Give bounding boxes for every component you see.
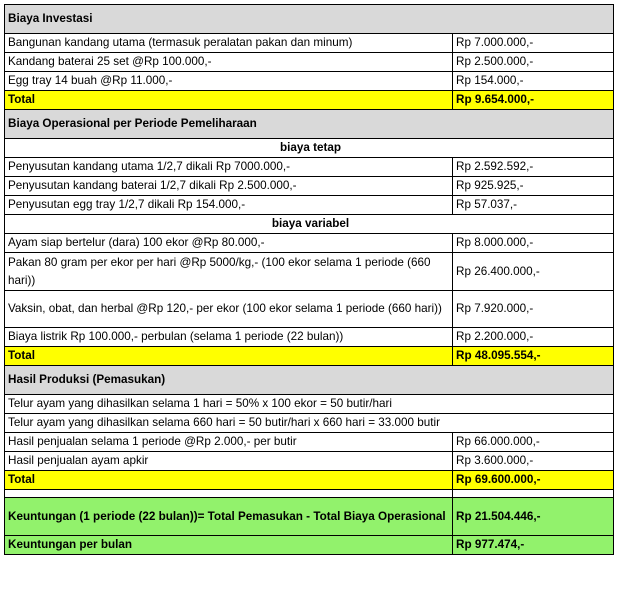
produksi-header-row <box>5 366 614 395</box>
row-label: Egg tray 14 buah @Rp 11.000,- <box>5 72 453 91</box>
row-amount: Rp 154.000,- <box>453 72 614 91</box>
row-amount: Rp 57.037,- <box>453 196 614 215</box>
table-row <box>5 177 614 196</box>
produksi-title: Hasil Produksi (Pemasukan) <box>5 366 614 395</box>
table-row <box>5 452 614 471</box>
table-row <box>5 234 614 253</box>
production-note: Telur ayam yang dihasilkan selama 1 hari = 50% x 100 ekor = 50 butir/hari <box>5 395 614 414</box>
row-label: Hasil penjualan ayam apkir <box>5 452 453 471</box>
row-amount: Rp 2.500.000,- <box>453 53 614 72</box>
table-row <box>5 158 614 177</box>
row-amount: Rp 925.925,- <box>453 177 614 196</box>
variabel-subheader-row <box>5 215 614 234</box>
keuntungan-periode-row <box>5 498 614 536</box>
tetap-subheader-row <box>5 139 614 158</box>
profit-period-amount: Rp 21.504.446,- <box>453 498 614 536</box>
note-row <box>5 414 614 433</box>
table-row <box>5 328 614 347</box>
row-label: Kandang baterai 25 set @Rp 100.000,- <box>5 53 453 72</box>
operasional-header-row <box>5 110 614 139</box>
row-amount: Rp 7.000.000,- <box>453 34 614 53</box>
table-row <box>5 34 614 53</box>
profit-month-amount: Rp 977.474,- <box>453 536 614 555</box>
profit-month-label: Keuntungan per bulan <box>5 536 453 555</box>
biaya-tetap-title: biaya tetap <box>5 139 614 158</box>
row-amount: Rp 7.920.000,- <box>453 291 614 328</box>
row-amount: Rp 2.200.000,- <box>453 328 614 347</box>
row-amount: Rp 26.400.000,- <box>453 253 614 291</box>
total-amount: Rp 69.600.000,- <box>453 471 614 490</box>
row-amount: Rp 2.592.592,- <box>453 158 614 177</box>
row-amount: Rp 66.000.000,- <box>453 433 614 452</box>
produksi-total-row <box>5 471 614 490</box>
biaya-variabel-title: biaya variabel <box>5 215 614 234</box>
spacer-cell <box>5 490 453 498</box>
row-label: Biaya listrik Rp 100.000,- perbulan (selama 1 periode (22 bulan)) <box>5 328 453 347</box>
table-row <box>5 253 614 291</box>
investasi-header-row <box>5 5 614 34</box>
table-row <box>5 72 614 91</box>
total-label: Total <box>5 91 453 110</box>
spacer-cell <box>453 490 614 498</box>
table-row <box>5 53 614 72</box>
table-row <box>5 291 614 328</box>
total-amount: Rp 48.095.554,- <box>453 347 614 366</box>
row-label: Penyusutan kandang baterai 1/2,7 dikali Rp 2.500.000,- <box>5 177 453 196</box>
table-row <box>5 196 614 215</box>
financial-analysis-table <box>4 4 614 555</box>
row-label: Bangunan kandang utama (termasuk peralatan pakan dan minum) <box>5 34 453 53</box>
row-label: Hasil penjualan selama 1 periode @Rp 2.000,- per butir <box>5 433 453 452</box>
spacer-row <box>5 490 614 498</box>
investasi-total-row <box>5 91 614 110</box>
investasi-title: Biaya Investasi <box>5 5 614 34</box>
operasional-total-row <box>5 347 614 366</box>
row-label: Vaksin, obat, dan herbal @Rp 120,- per ekor (100 ekor selama 1 periode (660 hari)) <box>5 291 453 328</box>
total-label: Total <box>5 347 453 366</box>
production-note: Telur ayam yang dihasilkan selama 660 hari = 50 butir/hari x 660 hari = 33.000 butir <box>5 414 614 433</box>
note-row <box>5 395 614 414</box>
row-label: Pakan 80 gram per ekor per hari @Rp 5000/kg,- (100 ekor selama 1 periode (660 hari)) <box>5 253 453 291</box>
row-label: Penyusutan kandang utama 1/2,7 dikali Rp 7000.000,- <box>5 158 453 177</box>
row-amount: Rp 8.000.000,- <box>453 234 614 253</box>
total-amount: Rp 9.654.000,- <box>453 91 614 110</box>
keuntungan-bulan-row <box>5 536 614 555</box>
row-label: Penyusutan egg tray 1/2,7 dikali Rp 154.000,- <box>5 196 453 215</box>
operasional-title: Biaya Operasional per Periode Pemeliharaan <box>5 110 614 139</box>
profit-period-label: Keuntungan (1 periode (22 bulan))= Total Pemasukan - Total Biaya Operasional <box>5 498 453 536</box>
total-label: Total <box>5 471 453 490</box>
row-label: Ayam siap bertelur (dara) 100 ekor @Rp 80.000,- <box>5 234 453 253</box>
table-row <box>5 433 614 452</box>
row-amount: Rp 3.600.000,- <box>453 452 614 471</box>
